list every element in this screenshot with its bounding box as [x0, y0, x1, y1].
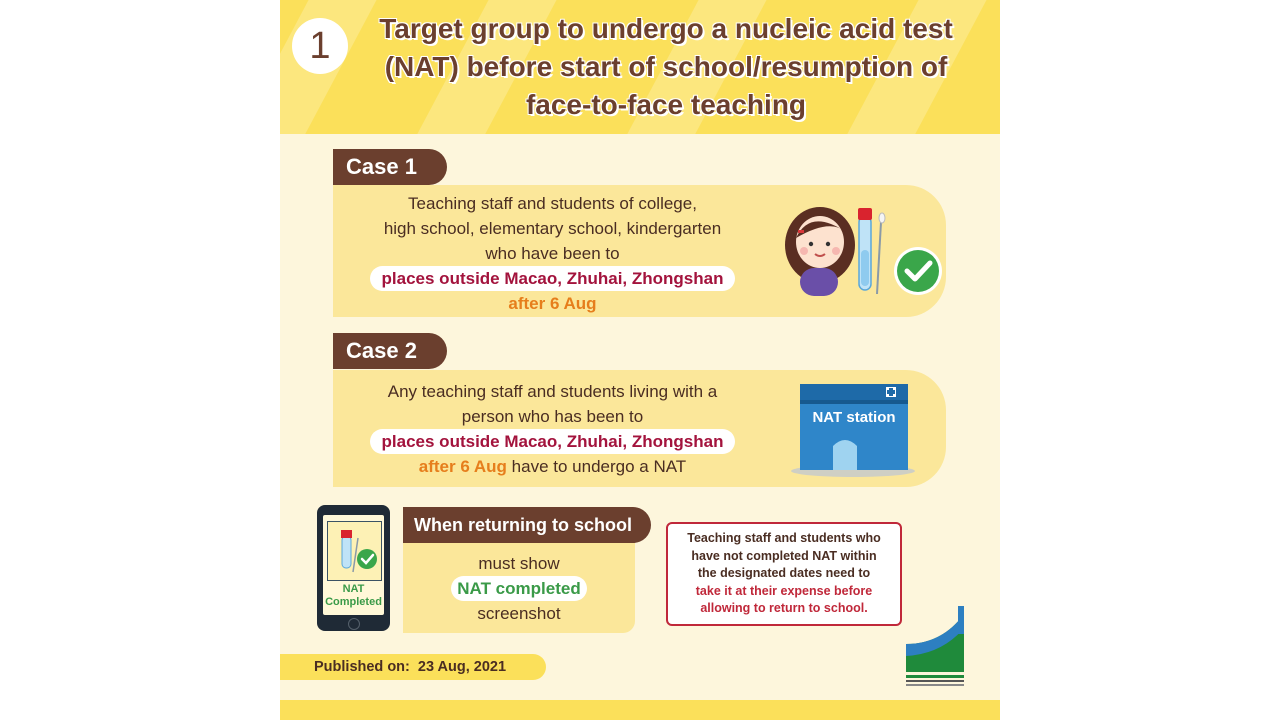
notice-line-5: allowing to return to school.: [700, 601, 868, 615]
bottom-bar: [280, 700, 1000, 720]
case-1-line-1: Teaching staff and students of college,: [408, 194, 697, 213]
nat-station-label: NAT station: [812, 409, 896, 426]
return-text: [403, 551, 635, 626]
case-2-suffix: have to undergo a NAT: [506, 457, 687, 476]
return-card: [403, 543, 635, 633]
bureau-logo: [902, 604, 972, 690]
test-tube-icon: [858, 208, 872, 290]
header-banner: [280, 0, 1000, 134]
nat-completed-icon: [328, 522, 381, 580]
swab-icon: [877, 213, 885, 294]
case-2-line-1: Any teaching staff and students living with a: [387, 382, 718, 401]
girl-icon: [785, 207, 855, 296]
notice-line-4: take it at their expense before: [695, 583, 873, 598]
phone-illustration: [317, 505, 390, 631]
poster: [280, 0, 1000, 720]
case-1-tab: Case 1: [333, 149, 447, 185]
case-2-tab: Case 2: [333, 333, 447, 369]
return-line-1: must show: [478, 554, 560, 573]
published-value: 23 Aug, 2021: [417, 659, 507, 675]
case-2-text: [350, 379, 755, 479]
nat-completed-highlight: NAT completed: [451, 576, 586, 601]
return-line-3: screenshot: [477, 604, 561, 623]
phone-home-button: [348, 618, 360, 630]
girl-test-tube-illustration: [780, 200, 950, 300]
phone-label: NAT Completed: [325, 583, 382, 608]
section-number: 1: [292, 18, 348, 74]
check-icon: [894, 247, 942, 295]
published-date: [280, 654, 546, 680]
case-1-places: places outside Macao, Zhuhai, Zhongshan: [370, 266, 736, 291]
title-line-3: face-to-face teaching: [525, 89, 807, 120]
page-title: [350, 10, 982, 124]
title-line-2: (NAT) before start of school/resumption of: [384, 51, 948, 82]
notice-box: [666, 522, 902, 626]
title-line-1: Target group to undergo a nucleic acid test: [379, 13, 953, 44]
case-1-text: [350, 191, 755, 316]
published-label: Published on:: [314, 659, 410, 675]
notice-line-2: have not completed NAT within: [691, 548, 877, 563]
case-2-date: after 6 Aug: [418, 457, 507, 476]
case-1-date: after 6 Aug: [508, 294, 597, 313]
nat-station-illustration: [785, 378, 925, 482]
case-2-places: places outside Macao, Zhuhai, Zhongshan: [370, 429, 736, 454]
case-1-line-2: high school, elementary school, kindergarten: [383, 219, 722, 238]
return-tab: When returning to school: [403, 507, 651, 543]
notice-line-3: the designated dates need to: [697, 566, 871, 580]
notice-line-1: Teaching staff and students who: [687, 531, 881, 545]
case-1-line-3: who have been to: [485, 244, 620, 263]
case-2-line-2: person who has been to: [461, 407, 644, 426]
